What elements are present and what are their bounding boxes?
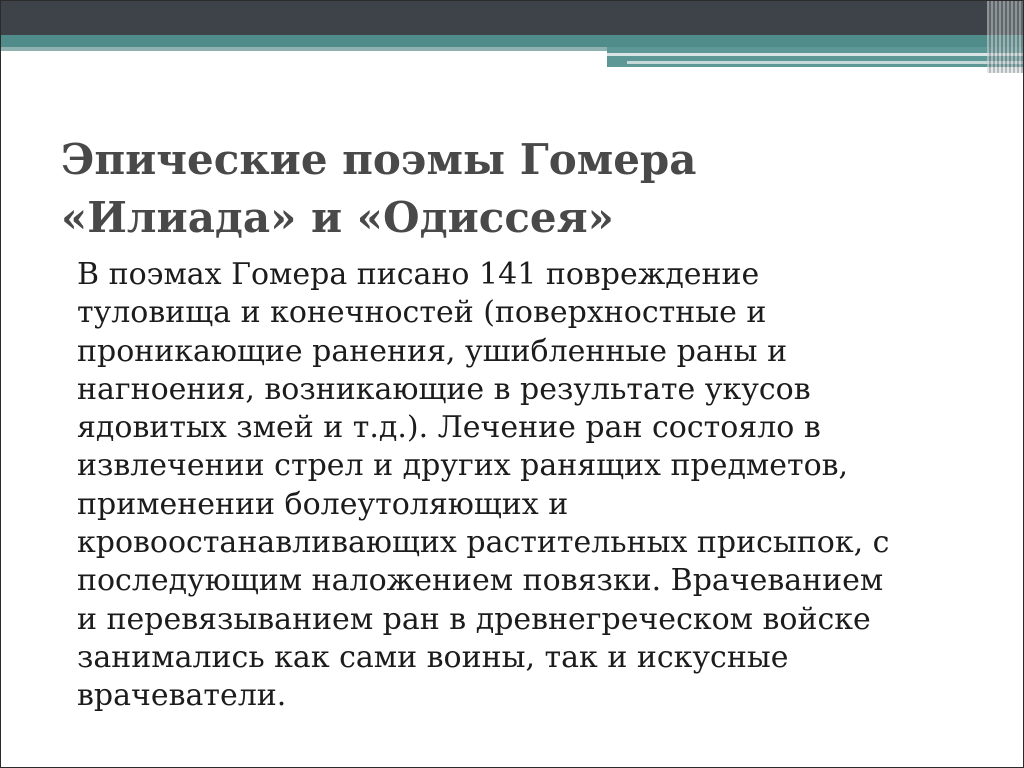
body-line: нагноения, возникающие в результате укусов <box>77 371 811 407</box>
header-accent-line-2 <box>627 61 1024 64</box>
body-line: врачеватели. <box>77 678 287 714</box>
slide-title-line: Эпические поэмы Гомера <box>61 135 697 184</box>
header-accent-line <box>607 53 1024 56</box>
body-line: занимались как сами воины, так и искусные <box>77 639 789 675</box>
body-line: В поэмах Гомера писано 141 повреждение <box>77 257 760 292</box>
body-line: кровоостанавливающих растительных присыпок, с <box>77 525 890 561</box>
header-band-teal-right <box>607 47 1024 67</box>
corner-stripes-decoration <box>987 1 1023 73</box>
slide-title <box>61 131 961 247</box>
slide-title-line: «Илиада» и «Одиссея» <box>61 193 614 242</box>
body-line: проникающие ранения, ушибленные раны и <box>77 333 788 369</box>
header-band-thin <box>1 47 607 51</box>
body-line: применении болеутоляющих и <box>77 486 569 522</box>
body-line: последующим наложением повязки. Врачеванием <box>77 563 884 599</box>
body-line: и перевязыванием ран в древнегреческом войске <box>77 601 871 637</box>
slide-body <box>77 256 997 716</box>
body-line: извлечении стрел и других ранящих предметов, <box>77 448 849 484</box>
header-band-dark <box>1 1 1024 35</box>
body-line: ядовитых змей и т.д.). Лечение ран состояло в <box>77 410 821 446</box>
body-line: туловища и конечностей (поверхностные и <box>77 295 767 331</box>
header-band-teal <box>1 35 1024 47</box>
